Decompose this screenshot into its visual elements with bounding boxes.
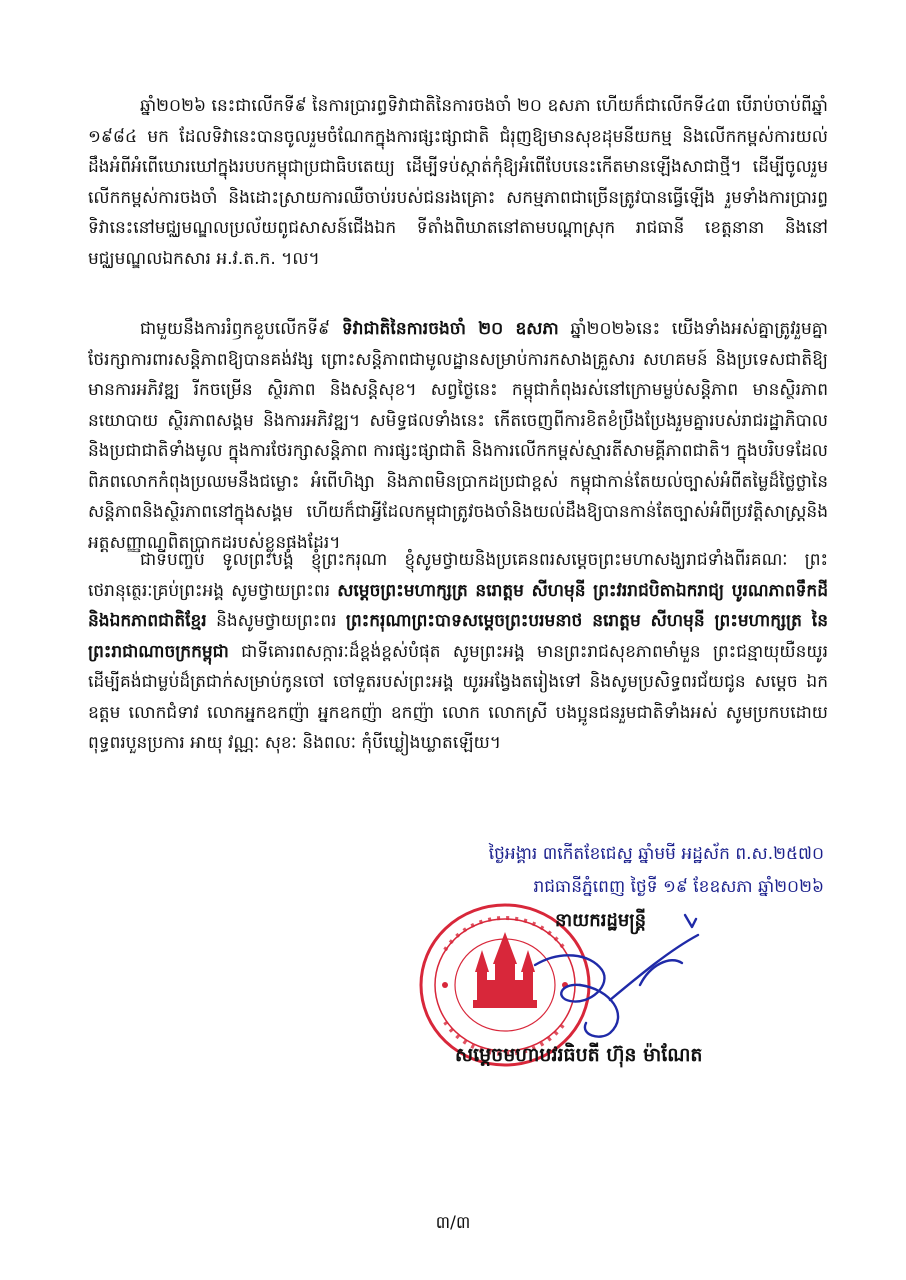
handwritten-signature-icon bbox=[520, 905, 720, 1045]
paragraph-3-rest: ជាទីគោរពសក្ការៈដ៏ខ្ពង់ខ្ពស់បំផុត សូមព្រះអង្គ មានព្រះរាជសុខភាពមាំមួន ព្រះជន្មាយុយឺនយូរ ដើម្បីគង់ជាម្លប់ដ៏ត្រជាក់សម្រាប់កូនចៅ ចៅទួតរបស់ព្រះអង្គ យូរអង្វែងតរៀងទៅ និងសូមប្រសិទ្ធពរជ័យជូន សម្តេច ឯកឧត្តម លោកជំទាវ លោកអ្នកឧកញ៉ា អ្នកឧកញ៉ា ឧកញ៉ា លោក លោកស្រី បងប្អូនជនរួមជាតិទាំងអស់ សូមប្រកបដោយពុទ្ធពរបួនប្រការ អាយុ វណ្ណៈ សុខៈ និងពលៈ កុំបីឃ្លៀងឃ្លាតឡើយ។ bbox=[88, 641, 828, 753]
paragraph-3-bold-1: សម្តេចព្រះមហាក្សត្រ នរោត្តម សីហមុនី ព្រះវររាជបិតាឯករាជ្យ បូរណភាពទឹកដី និងឯកភាពជាតិខ្មែរ bbox=[88, 580, 829, 631]
paragraph-2-start: ជាមួយនឹងការរំឭកខួបលើកទី៩ bbox=[140, 319, 342, 339]
paragraph-2 bbox=[88, 314, 828, 558]
page-number: ៣/៣ bbox=[435, 1213, 471, 1233]
paragraph-3-bold-2: ព្រះករុណាព្រះបាទសម្តេចព្រះបរមនាថ នរោត្តម សីហមុនី ព្រះមហាក្សត្រ នៃព្រះរាជាណាចក្រកម្ពុជា bbox=[88, 611, 828, 662]
paragraph-1 bbox=[88, 91, 828, 274]
paragraph-3-mid: និងសូមថ្វាយព្រះពរ bbox=[206, 611, 346, 631]
paragraph-3-start: ជាទីបញ្ចប់ ទូលព្រះបង្គំ ខ្ញុំព្រះករុណា ខ្ញុំសូមថ្វាយនិងប្រគេនពរសម្តេចព្រះមហាសង្ឃរាជទាំងពីរគណៈ ព្រះថេរានុត្ថេរៈគ្រប់ព្រះអង្គ សូមថ្វាយព្រះពរ bbox=[88, 550, 828, 601]
city-date-line: រាជធានីភ្នំពេញ ថ្ងៃទី ១៩ ខែឧសភា ឆ្នាំ២០២៦ bbox=[533, 877, 824, 897]
paragraph-1-text: ឆ្នាំ២០២៦ នេះជាលើកទី៩ នៃការប្រារព្ធទិវាជាតិនៃការចងចាំ ២០ ឧសភា ហើយក៏ជាលើកទី៤៣ បើរាប់ចាប់ពីឆ្នាំ ១៩៨៤ មក ដែលទិវានេះបានចូលរួមចំណែកក្នុងការផ្សះផ្សាជាតិ ជំរុញឱ្យមានសុខដុមនីយកម្ម និងលើកកម្ពស់ការយល់ដឹងអំពីអំពើឃោរឃៅក្នុងរបបកម្ពុជាប្រជាធិបតេយ្យ ដើម្បីទប់ស្កាត់កុំឱ្យអំពើបែបនេះកើតមានឡើងសាជាថ្មី។ ដើម្បីចូលរួមលើកកម្ពស់ការចងចាំ និងដោះស្រាយការឈឺចាប់របស់ជនរងគ្រោះ សកម្មភាពជាច្រើនត្រូវបានធ្វើឡើង រួមទាំងការប្រារព្ធទិវានេះនៅមជ្ឈមណ្ឌលប្រល័យពូជសាសន៍ជើងឯក ទីតាំងពិឃាតនៅតាមបណ្ដាស្រុក រាជធានី ខេត្តនានា និងនៅមជ្ឈមណ្ឌលឯកសារ អ.វ.ត.ក. ។ល។ bbox=[88, 96, 828, 269]
position-title: នាយករដ្ឋមន្ត្រី bbox=[555, 910, 647, 931]
paragraph-2-bold: ទិវាជាតិនៃការចងចាំ ២០ ឧសភា bbox=[341, 319, 559, 339]
signer-name: សម្តេចមហាបវរធិបតី ហ៊ុន ម៉ាណែត bbox=[455, 1044, 703, 1066]
lunar-date-line: ថ្ងៃអង្គារ ៣កើតខែជេស្ឋ ឆ្នាំមមី អដ្ឋស័ក ព.ស.២៥៧០ bbox=[488, 844, 824, 864]
paragraph-3 bbox=[88, 545, 828, 759]
paragraph-2-rest: ឆ្នាំ២០២៦នេះ យើងទាំងអស់គ្នាត្រូវរួមគ្នាថែរក្សាការពារសន្តិភាពឱ្យបានគង់វង្ស ព្រោះសន្តិភាពជាមូលដ្ឋានសម្រាប់ការកសាងគ្រួសារ សហគមន៍ និងប្រទេសជាតិឱ្យមានការអភិវឌ្ឍ រីកចម្រើន ស្ថិរភាព និងសន្តិសុខ។ សព្វថ្ងៃនេះ កម្ពុជាកំពុងរស់នៅក្រោមម្លប់សន្តិភាព មានស្ថិរភាពនយោបាយ ស្ថិរភាពសង្គម និងការអភិវឌ្ឍ។ សមិទ្ធផលទាំងនេះ កើតចេញពីការខិតខំប្រឹងប្រែងរួមគ្នារបស់រាជរដ្ឋាភិបាលនិងប្រជាជាតិទាំងមូល ក្នុងការថែរក្សាសន្តិភាព ការផ្សះផ្សាជាតិ និងការលើកកម្ពស់ស្មារតីសាមគ្គីភាពជាតិ។ ក្នុងបរិបទដែលពិភពលោកកំពុងប្រឈមនឹងជម្លោះ អំពើហិង្សា និងភាពមិនប្រាកដប្រជាខ្ពស់ កម្ពុជាកាន់តែយល់ច្បាស់អំពីតម្លៃដ៏ថ្លៃថ្លានៃសន្តិភាពនិងស្ថិរភាពនៅក្នុងសង្គម ហើយក៏ជាអ្វីដែលកម្ពុជាត្រូវចងចាំនិងយល់ដឹងឱ្យបានកាន់តែច្បាស់អំពីប្រវត្តិសាស្ត្រនិងអត្តសញ្ញាណពិតប្រាកដរបស់ខ្លួនផងដែរ។ bbox=[88, 319, 828, 553]
